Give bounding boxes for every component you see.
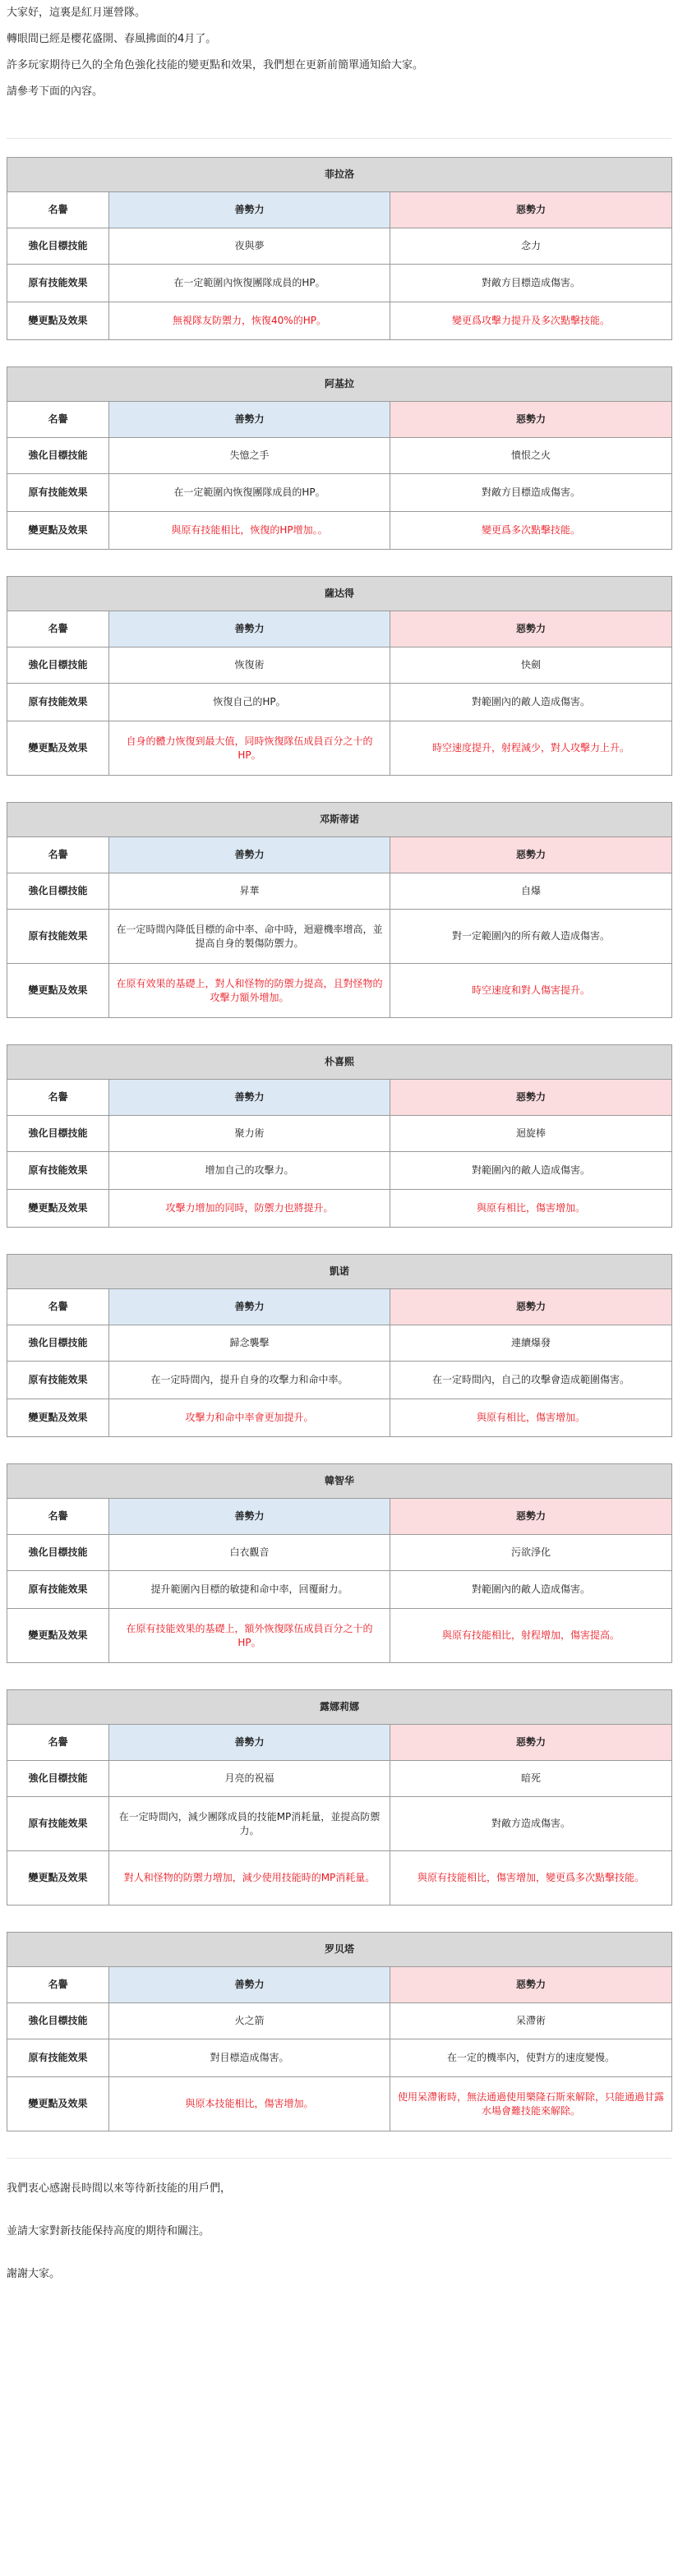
evil-change-effect: 時空速度和對人傷害提升。 xyxy=(390,964,672,1018)
good-change-effect: 攻擊力增加的同時，防禦力也將提升。 xyxy=(109,1190,390,1228)
good-change-effect: 在原有效果的基礎上，對人和怪物的防禦力提高，且對怪物的攻擊力額外增加。 xyxy=(109,964,390,1018)
evil-target-skill: 呆滯術 xyxy=(390,2003,672,2039)
good-change-effect: 對人和怪物的防禦力增加，減少使用技能時的MP消耗量。 xyxy=(109,1851,390,1906)
name-label: 名譽 xyxy=(7,1499,109,1535)
good-change-effect: 與原本技能相比，傷害增加。 xyxy=(109,2077,390,2131)
target-skill-label: 強化目標技能 xyxy=(7,647,109,684)
evil-original-effect: 對敵方造成傷害。 xyxy=(390,1797,672,1851)
good-target-skill: 昇華 xyxy=(109,873,390,910)
original-effect-label: 原有技能效果 xyxy=(7,474,109,512)
original-effect-label: 原有技能效果 xyxy=(7,2039,109,2077)
evil-target-skill: 迴旋棒 xyxy=(390,1116,672,1152)
hero-name: 阿基拉 xyxy=(7,367,672,402)
intro-section xyxy=(7,0,671,112)
hero-skill-table xyxy=(7,157,672,340)
good-target-skill: 恢復術 xyxy=(109,647,390,684)
outro-signoff: 謝謝大家。 xyxy=(7,2268,61,2280)
evil-faction-header: 惡勢力 xyxy=(390,402,672,438)
hero-name: 朴喜熙 xyxy=(7,1045,672,1080)
good-change-effect: 與原有技能相比，恢復的HP增加。。 xyxy=(109,512,390,550)
change-effect-label: 變更點及效果 xyxy=(7,721,109,776)
good-original-effect: 在一定時間內，減少團隊成員的技能MP消耗量，並提高防禦力。 xyxy=(109,1797,390,1851)
good-change-effect: 攻擊力和命中率會更加提升。 xyxy=(109,1399,390,1437)
target-skill-label: 強化目標技能 xyxy=(7,1761,109,1797)
name-label: 名譽 xyxy=(7,1725,109,1761)
evil-faction-header: 惡勢力 xyxy=(390,837,672,873)
evil-change-effect: 與原有相比，傷害增加。 xyxy=(390,1399,672,1437)
good-original-effect: 在一定時間內降低目標的命中率、命中時，迴避機率增高，並提高自身的製傷防禦力。 xyxy=(109,910,390,964)
hero-skill-table xyxy=(7,802,672,1018)
change-effect-label: 變更點及效果 xyxy=(7,2077,109,2131)
good-faction-header: 善勢力 xyxy=(109,837,390,873)
divider-top xyxy=(7,138,671,139)
evil-faction-header: 惡勢力 xyxy=(390,1289,672,1325)
evil-change-effect: 與原有技能相比，傷害增加，變更爲多次點擊技能。 xyxy=(390,1851,672,1906)
good-target-skill: 歸念襲擊 xyxy=(109,1325,390,1362)
target-skill-label: 強化目標技能 xyxy=(7,228,109,265)
good-faction-header: 善勢力 xyxy=(109,1725,390,1761)
good-target-skill: 月亮的祝福 xyxy=(109,1761,390,1797)
outro-section xyxy=(7,2177,671,2282)
hero-name: 邓斯蒂诺 xyxy=(7,803,672,837)
evil-faction-header: 惡勢力 xyxy=(390,1967,672,2003)
evil-original-effect: 對敵方目標造成傷害。 xyxy=(390,474,672,512)
hero-skill-table xyxy=(7,1463,672,1663)
intro-announcement: 許多玩家期待已久的全角色強化技能的變更點和效果，我們想在更新前簡單通知給大家。 xyxy=(7,59,424,71)
evil-target-skill: 污欲淨化 xyxy=(390,1535,672,1571)
evil-target-skill: 憤恨之火 xyxy=(390,438,672,474)
evil-original-effect: 對範圍內的敵人造成傷害。 xyxy=(390,1152,672,1190)
hero-skill-table xyxy=(7,366,672,550)
good-original-effect: 在一定範圍內恢復團隊成員的HP。 xyxy=(109,474,390,512)
hero-name: 露娜莉娜 xyxy=(7,1690,672,1725)
good-change-effect: 自身的體力恢復到最大值，同時恢復隊伍成員百分之十的HP。 xyxy=(109,721,390,776)
good-original-effect: 在一定時間內，提升自身的攻擊力和命中率。 xyxy=(109,1362,390,1399)
change-effect-label: 變更點及效果 xyxy=(7,302,109,340)
skill-tables xyxy=(7,157,671,2131)
evil-change-effect: 變更爲多次點擊技能。 xyxy=(390,512,672,550)
good-target-skill: 白衣觀音 xyxy=(109,1535,390,1571)
name-label: 名譽 xyxy=(7,1080,109,1116)
good-faction-header: 善勢力 xyxy=(109,1289,390,1325)
target-skill-label: 強化目標技能 xyxy=(7,1116,109,1152)
evil-faction-header: 惡勢力 xyxy=(390,1499,672,1535)
evil-change-effect: 使用呆滯術時，無法通過使用樂隆石斯來解除，只能通過甘露水場會難技能來解除。 xyxy=(390,2077,672,2131)
original-effect-label: 原有技能效果 xyxy=(7,684,109,721)
good-change-effect: 在原有技能效果的基礎上，額外恢復隊伍成員百分之十的HP。 xyxy=(109,1609,390,1663)
divider-bottom xyxy=(7,2158,671,2159)
original-effect-label: 原有技能效果 xyxy=(7,1152,109,1190)
change-effect-label: 變更點及效果 xyxy=(7,1609,109,1663)
change-effect-label: 變更點及效果 xyxy=(7,964,109,1018)
good-faction-header: 善勢力 xyxy=(109,1967,390,2003)
outro-thanks: 我們衷心感謝長時間以來等待新技能的用戶們， xyxy=(7,2182,232,2195)
good-faction-header: 善勢力 xyxy=(109,1499,390,1535)
original-effect-label: 原有技能效果 xyxy=(7,910,109,964)
evil-target-skill: 念力 xyxy=(390,228,672,265)
hero-skill-table xyxy=(7,1044,672,1228)
evil-target-skill: 自爆 xyxy=(390,873,672,910)
evil-original-effect: 在一定時間內，自己的攻擊會造成範圍傷害。 xyxy=(390,1362,672,1399)
good-faction-header: 善勢力 xyxy=(109,611,390,647)
good-faction-header: 善勢力 xyxy=(109,1080,390,1116)
original-effect-label: 原有技能效果 xyxy=(7,1797,109,1851)
hero-skill-table xyxy=(7,1254,672,1437)
evil-faction-header: 惡勢力 xyxy=(390,192,672,228)
target-skill-label: 強化目標技能 xyxy=(7,1325,109,1362)
good-target-skill: 火之箭 xyxy=(109,2003,390,2039)
good-faction-header: 善勢力 xyxy=(109,402,390,438)
good-original-effect: 增加自己的攻擊力。 xyxy=(109,1152,390,1190)
hero-name: 凱诺 xyxy=(7,1255,672,1289)
evil-change-effect: 與原有相比，傷害增加。 xyxy=(390,1190,672,1228)
evil-change-effect: 變更爲攻擊力提升及多次點擊技能。 xyxy=(390,302,672,340)
name-label: 名譽 xyxy=(7,1967,109,2003)
intro-season: 轉眼間已經是櫻花盛開、春風拂面的4月了。 xyxy=(7,33,217,45)
hero-skill-table xyxy=(7,1689,672,1906)
hero-skill-table xyxy=(7,1932,672,2131)
intro-reference: 請參考下面的內容。 xyxy=(7,85,104,98)
good-target-skill: 聚力術 xyxy=(109,1116,390,1152)
good-original-effect: 提升範圍內目標的敏捷和命中率，回覆耐力。 xyxy=(109,1571,390,1609)
hero-name: 韓智华 xyxy=(7,1464,672,1499)
hero-skill-table xyxy=(7,576,672,776)
name-label: 名譽 xyxy=(7,1289,109,1325)
good-original-effect: 在一定範圍內恢復團隊成員的HP。 xyxy=(109,265,390,302)
hero-name: 薩达得 xyxy=(7,577,672,611)
evil-faction-header: 惡勢力 xyxy=(390,1080,672,1116)
target-skill-label: 強化目標技能 xyxy=(7,1535,109,1571)
good-change-effect: 無視隊友防禦力，恢復40%的HP。 xyxy=(109,302,390,340)
original-effect-label: 原有技能效果 xyxy=(7,1362,109,1399)
original-effect-label: 原有技能效果 xyxy=(7,265,109,302)
outro-expectation: 並請大家對新技能保持高度的期待和關注。 xyxy=(7,2225,210,2237)
hero-name: 菲拉洛 xyxy=(7,158,672,192)
evil-target-skill: 連續爆發 xyxy=(390,1325,672,1362)
change-effect-label: 變更點及效果 xyxy=(7,512,109,550)
original-effect-label: 原有技能效果 xyxy=(7,1571,109,1609)
evil-change-effect: 時空速度提升，射程減少，對人攻擊力上升。 xyxy=(390,721,672,776)
good-original-effect: 對目標造成傷害。 xyxy=(109,2039,390,2077)
evil-target-skill: 暗死 xyxy=(390,1761,672,1797)
change-effect-label: 變更點及效果 xyxy=(7,1851,109,1906)
name-label: 名譽 xyxy=(7,402,109,438)
target-skill-label: 強化目標技能 xyxy=(7,2003,109,2039)
evil-original-effect: 對範圍內的敵人造成傷害。 xyxy=(390,684,672,721)
good-original-effect: 恢復自己的HP。 xyxy=(109,684,390,721)
name-label: 名譽 xyxy=(7,837,109,873)
intro-greeting: 大家好，這裏是紅月運營隊。 xyxy=(7,7,146,19)
evil-original-effect: 對範圍內的敵人造成傷害。 xyxy=(390,1571,672,1609)
evil-original-effect: 對一定範圍內的所有敵人造成傷害。 xyxy=(390,910,672,964)
evil-faction-header: 惡勢力 xyxy=(390,611,672,647)
evil-target-skill: 快劍 xyxy=(390,647,672,684)
evil-faction-header: 惡勢力 xyxy=(390,1725,672,1761)
target-skill-label: 強化目標技能 xyxy=(7,438,109,474)
change-effect-label: 變更點及效果 xyxy=(7,1399,109,1437)
good-target-skill: 失憶之手 xyxy=(109,438,390,474)
good-faction-header: 善勢力 xyxy=(109,192,390,228)
name-label: 名譽 xyxy=(7,611,109,647)
name-label: 名譽 xyxy=(7,192,109,228)
change-effect-label: 變更點及效果 xyxy=(7,1190,109,1228)
evil-change-effect: 與原有技能相比，射程增加，傷害提高。 xyxy=(390,1609,672,1663)
evil-original-effect: 在一定的機率內，使對方的速度變慢。 xyxy=(390,2039,672,2077)
evil-original-effect: 對敵方目標造成傷害。 xyxy=(390,265,672,302)
hero-name: 罗贝塔 xyxy=(7,1933,672,1967)
target-skill-label: 強化目標技能 xyxy=(7,873,109,910)
good-target-skill: 夜與夢 xyxy=(109,228,390,265)
